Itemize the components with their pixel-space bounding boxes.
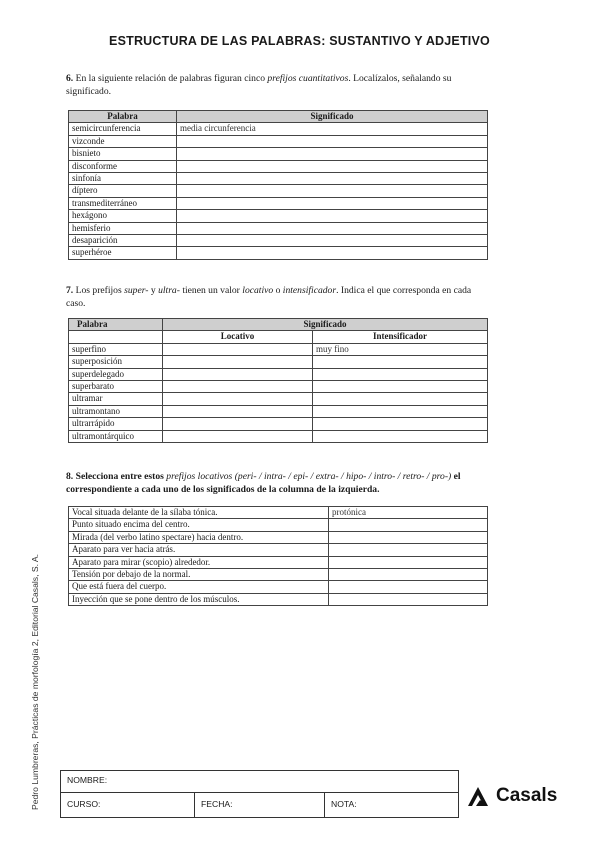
page-title: ESTRUCTURA DE LAS PALABRAS: SUSTANTIVO Y ADJETIVO: [109, 34, 490, 48]
table-row: [69, 519, 488, 531]
date-field[interactable]: [195, 793, 325, 817]
name-field[interactable]: [61, 771, 458, 793]
exercise-7-text-c: tienen un valor: [182, 285, 240, 296]
table-row: [69, 160, 488, 172]
word-cell: semicircunferencia: [69, 123, 177, 135]
word-cell: ultrarrápido: [69, 418, 163, 430]
subheader-intensificador: Intensificador: [313, 331, 488, 343]
table-row: [69, 368, 488, 380]
casals-logo-icon: [466, 784, 490, 808]
table-row: [69, 148, 488, 160]
table-row: [69, 418, 488, 430]
word-cell: disconforme: [69, 160, 177, 172]
word-cell: Inyección que se pone dentro de los músculos.: [69, 593, 329, 605]
word-cell: superdelegado: [69, 368, 163, 380]
answer-cell[interactable]: [177, 234, 488, 246]
answer-cell[interactable]: [163, 405, 313, 417]
header-significado: Significado: [163, 319, 488, 331]
table-row: [69, 556, 488, 568]
table-row: [69, 343, 488, 355]
subheader-locativo: Locativo: [163, 331, 313, 343]
exercise-6-italic: prefijos cuantitativos: [267, 73, 349, 84]
course-label: CURSO:: [67, 799, 101, 809]
table-row: [69, 393, 488, 405]
table-row: [69, 380, 488, 392]
header-significado: Significado: [177, 111, 488, 123]
answer-cell[interactable]: media circunferencia: [177, 123, 488, 135]
answer-cell[interactable]: protónica: [329, 507, 488, 519]
word-cell: Aparato para mirar (scopio) alrededor.: [69, 556, 329, 568]
answer-cell[interactable]: [329, 531, 488, 543]
answer-cell[interactable]: [177, 160, 488, 172]
table-row: [69, 531, 488, 543]
table-row: [69, 222, 488, 234]
table-row: [69, 197, 488, 209]
answer-cell[interactable]: [177, 210, 488, 222]
exercise-6-table: [68, 110, 488, 260]
exercise-8-table: [68, 506, 488, 606]
answer-cell[interactable]: [177, 222, 488, 234]
table-row: [69, 247, 488, 259]
grade-label: NOTA:: [331, 799, 357, 809]
table-row: [69, 581, 488, 593]
answer-cell[interactable]: [163, 418, 313, 430]
exercise-8-instruction: [66, 470, 490, 496]
exercise-7-prefix-ultra: ultra-: [158, 285, 180, 296]
table-row: [69, 234, 488, 246]
table-row: [69, 123, 488, 135]
answer-cell[interactable]: [163, 430, 313, 442]
word-cell: superfino: [69, 343, 163, 355]
answer-cell[interactable]: [313, 393, 488, 405]
answer-cell[interactable]: [329, 556, 488, 568]
header-palabra: Palabra: [69, 319, 163, 331]
exercise-8-number: 8.: [66, 471, 74, 482]
answer-cell[interactable]: [329, 593, 488, 605]
answer-cell[interactable]: [163, 393, 313, 405]
table-row: [69, 185, 488, 197]
exercise-7-prefix-super: super-: [124, 285, 149, 296]
exercise-7-text-b: y: [150, 285, 156, 296]
logo-text: Casals: [496, 785, 558, 806]
grade-field[interactable]: [325, 793, 458, 817]
answer-cell[interactable]: [313, 380, 488, 392]
name-label: NOMBRE:: [67, 775, 108, 785]
table-header-row: [69, 319, 488, 331]
student-info-box: [60, 770, 459, 818]
exercise-7-text-d: o: [275, 285, 281, 296]
word-cell: superposición: [69, 356, 163, 368]
word-cell: ultramar: [69, 393, 163, 405]
publisher-logo: [466, 784, 557, 808]
word-cell: Tensión por debajo de la normal.: [69, 568, 329, 580]
answer-cell[interactable]: [177, 247, 488, 259]
exercise-8-text-a: Selecciona entre estos: [75, 471, 164, 482]
table-row: [69, 405, 488, 417]
exercise-7-text-a: Los prefijos: [75, 285, 122, 296]
table-row: [69, 568, 488, 580]
exercise-6-text-b: . Localízalos, señalando su significado.: [66, 73, 452, 97]
word-cell: sinfonía: [69, 172, 177, 184]
sidebar-credit: Pedro Lumbreras, Prácticas de morfología 2, Editorial Casals, S. A.: [30, 553, 40, 810]
answer-cell[interactable]: muy fino: [313, 343, 488, 355]
table-row: [69, 135, 488, 147]
word-cell: superbarato: [69, 380, 163, 392]
word-cell: desaparición: [69, 234, 177, 246]
word-cell: superhéroe: [69, 247, 177, 259]
answer-cell[interactable]: [313, 430, 488, 442]
exercise-6-instruction: [66, 72, 490, 98]
table-row: [69, 507, 488, 519]
word-cell: Que está fuera del cuerpo.: [69, 581, 329, 593]
word-cell: vizconde: [69, 135, 177, 147]
exercise-6-text-a: En la siguiente relación de palabras figuran cinco: [75, 73, 266, 84]
word-cell: Mirada (del verbo latino spectare) hacia dentro.: [69, 531, 329, 543]
table-subheader-row: [69, 331, 488, 343]
answer-cell[interactable]: [313, 356, 488, 368]
table-row: [69, 430, 488, 442]
exercise-8-italic: prefijos locativos: [166, 471, 233, 482]
word-cell: Aparato para ver hacia atrás.: [69, 544, 329, 556]
subheader-blank: [69, 331, 163, 343]
table-row: [69, 593, 488, 605]
answer-cell[interactable]: [177, 135, 488, 147]
table-row: [69, 356, 488, 368]
word-cell: ultramontárquico: [69, 430, 163, 442]
exercise-7-number: 7.: [66, 285, 74, 296]
header-palabra: Palabra: [69, 111, 177, 123]
table-row: [69, 172, 488, 184]
word-cell: Vocal situada delante de la sílaba tónica.: [69, 507, 329, 519]
word-cell: hexágono: [69, 210, 177, 222]
answer-cell[interactable]: [329, 519, 488, 531]
answer-cell[interactable]: [329, 581, 488, 593]
exercise-7-text-e: . Indica el que corresponda en cada caso.: [66, 285, 472, 309]
word-cell: Punto situado encima del centro.: [69, 519, 329, 531]
exercise-6-number: 6.: [66, 73, 74, 84]
exercise-7-table: [68, 318, 488, 443]
word-cell: hemisferio: [69, 222, 177, 234]
course-field[interactable]: [61, 793, 195, 817]
exercise-7-locativo: locativo: [242, 285, 274, 296]
answer-cell[interactable]: [177, 172, 488, 184]
answer-cell[interactable]: [313, 418, 488, 430]
answer-cell[interactable]: [313, 405, 488, 417]
answer-cell[interactable]: [163, 343, 313, 355]
answer-cell[interactable]: [177, 185, 488, 197]
exercise-7-intensificador: intensificador: [282, 285, 337, 296]
word-cell: bisnieto: [69, 148, 177, 160]
answer-cell[interactable]: [313, 368, 488, 380]
word-cell: díptero: [69, 185, 177, 197]
answer-cell[interactable]: [163, 368, 313, 380]
exercise-8-text-b: el correspondiente a cada uno de los significados de la columna de la izquierda.: [66, 471, 461, 495]
answer-cell[interactable]: [163, 380, 313, 392]
word-cell: transmediterráneo: [69, 197, 177, 209]
answer-cell[interactable]: [329, 568, 488, 580]
answer-cell[interactable]: [329, 544, 488, 556]
exercise-7-instruction: [66, 284, 490, 310]
word-cell: ultramontano: [69, 405, 163, 417]
exercise-8-prefixes: (peri- / intra- / epi- / extra- / hipo- / intro- / retro- / pro-): [234, 471, 452, 482]
date-label: FECHA:: [201, 799, 233, 809]
table-row: [69, 210, 488, 222]
answer-cell[interactable]: [163, 356, 313, 368]
table-header-row: [69, 111, 488, 123]
answer-cell[interactable]: [177, 197, 488, 209]
answer-cell[interactable]: [177, 148, 488, 160]
table-row: [69, 544, 488, 556]
